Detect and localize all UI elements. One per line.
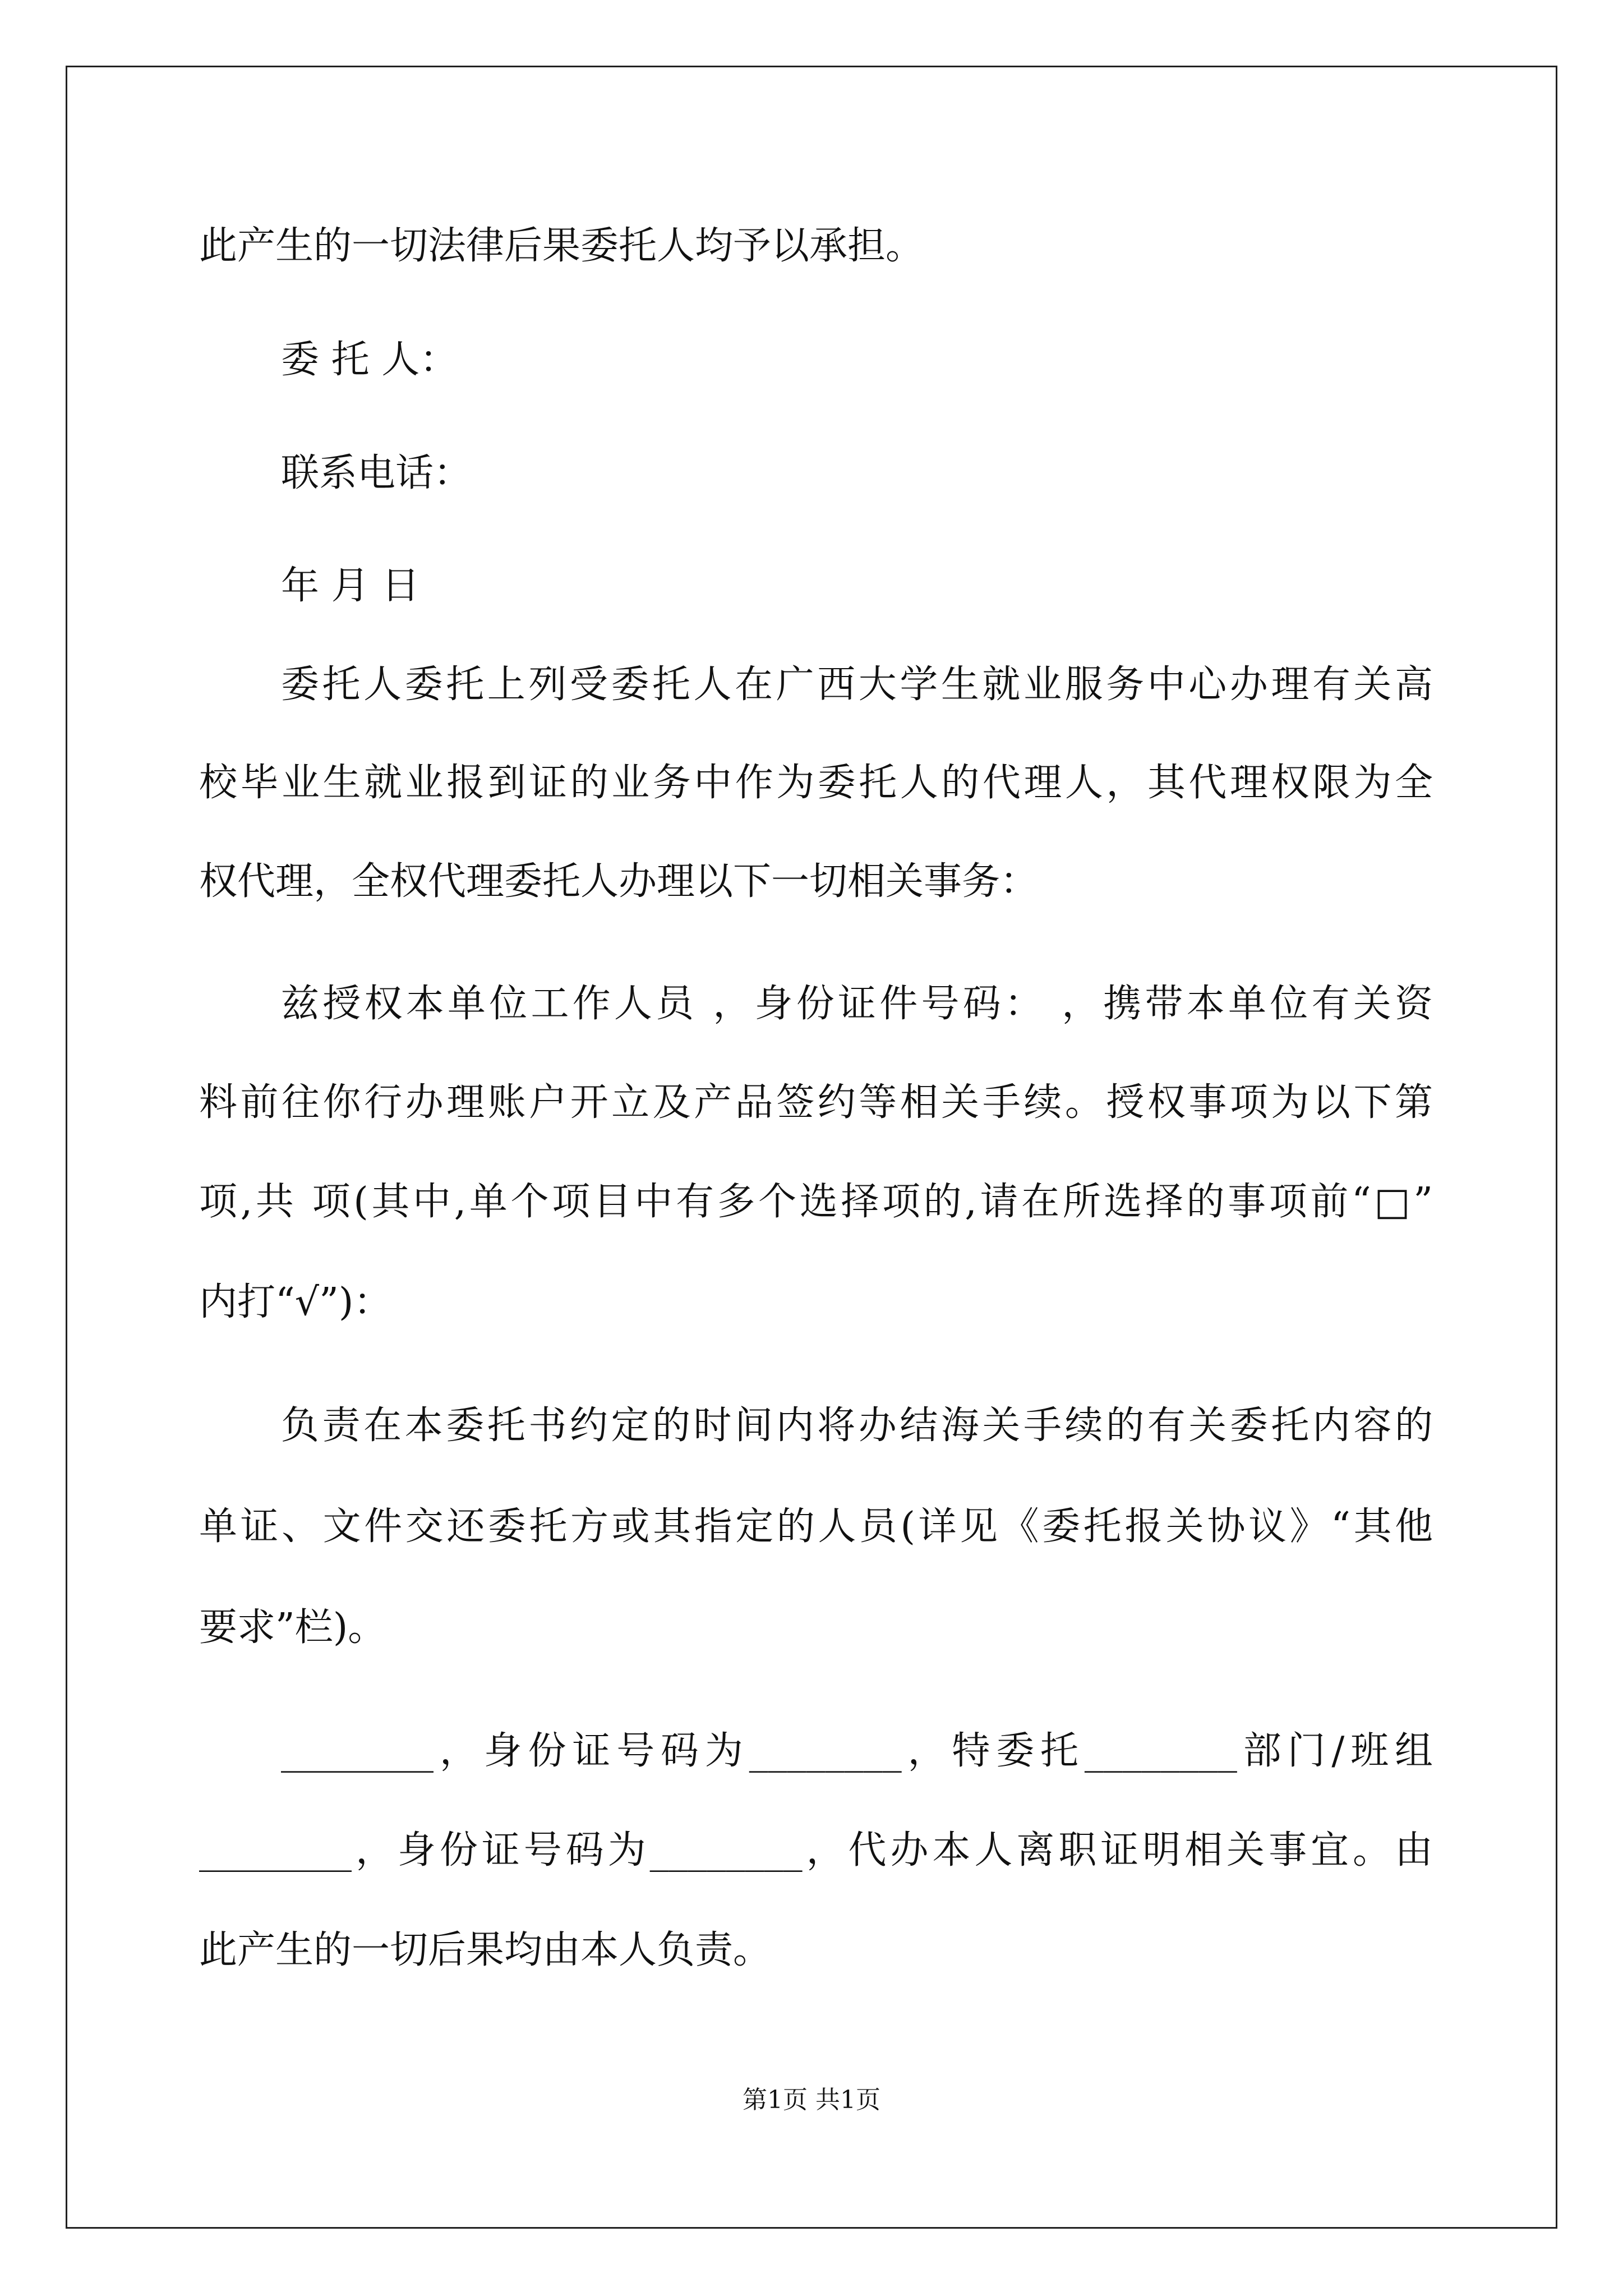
paragraph-line: ________，身份证号码为________，特委托________部门/班组	[281, 1729, 1433, 1773]
paragraph-line: 此产生的一切法律后果委托人均予以承担。	[199, 224, 924, 268]
paragraph-line: 权代理，全权代理委托人办理以下一切相关事务：	[199, 859, 1039, 904]
paragraph-line: 兹授权本单位工作人员 ，身份证件号码： ，携带本单位有关资	[281, 982, 1433, 1026]
paragraph-line: 此产生的一切后果均由本人负责。	[199, 1928, 772, 1972]
signature-client-label: 委 托 人：	[281, 338, 458, 382]
paragraph-line: 负责在本委托书约定的时间内将办结海关手续的有关委托内容的	[281, 1404, 1433, 1448]
paragraph-line: 要求”栏)。	[199, 1605, 386, 1650]
signature-phone-label: 联系电话：	[281, 451, 472, 495]
paragraph-line: 料前往你行办理账户开立及产品签约等相关手续。授权事项为以下第	[199, 1080, 1433, 1125]
page-border	[66, 66, 1557, 2229]
paragraph-line: ________，身份证号码为________，代办本人离职证明相关事宜。由	[199, 1828, 1433, 1872]
paragraph-line: 单证、文件交还委托方或其指定的人员(详见《委托报关协议》“其他	[199, 1504, 1433, 1549]
page-footer: 第1页 共1页	[743, 2086, 880, 2114]
signature-date-label: 年 月 日	[281, 564, 420, 608]
paragraph-line: 委托人委托上列受委托人在广西大学生就业服务中心办理有关高	[281, 662, 1433, 707]
paragraph-line: 校毕业生就业报到证的业务中作为委托人的代理人，其代理权限为全	[199, 761, 1433, 805]
paragraph-line: 项,共 项(其中,单个项目中有多个选择项的,请在所选择的事项前“□”	[199, 1180, 1433, 1224]
paragraph-line: 内打“√”)：	[199, 1280, 392, 1324]
